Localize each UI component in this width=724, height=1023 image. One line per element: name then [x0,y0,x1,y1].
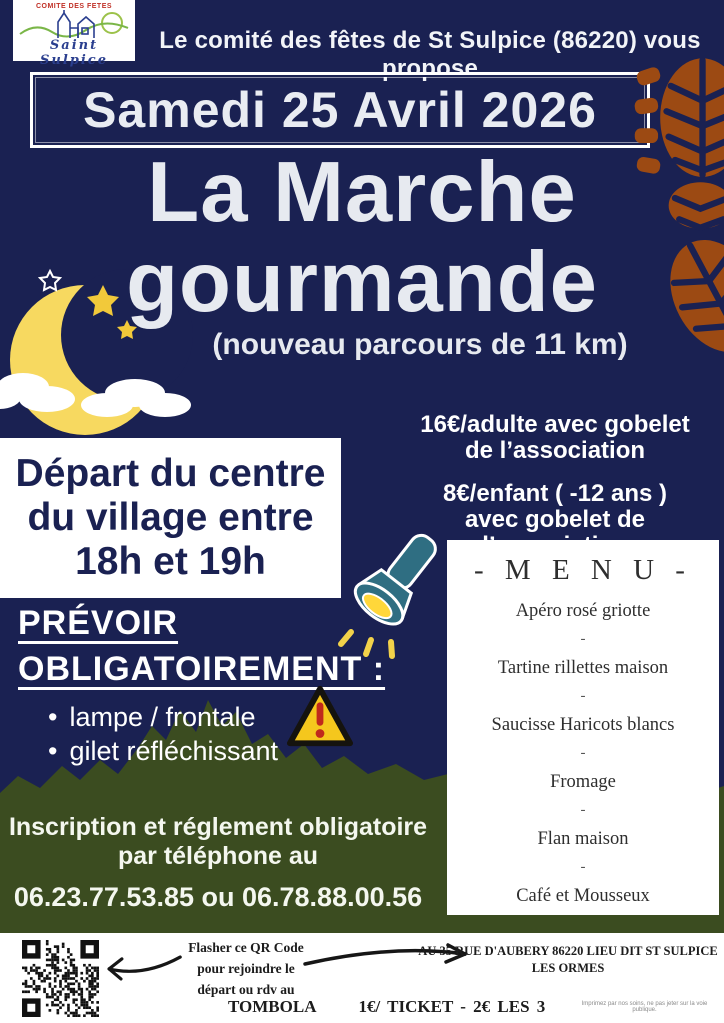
qr-caption [176,937,316,1000]
menu-item: Café et Mousseux [516,886,650,906]
event-subtitle: (nouveau parcours de 11 km) [212,328,628,361]
departure-line1: Départ du centre [15,452,326,495]
menu-separator: - [580,859,586,875]
menu-item: Tartine rillettes maison [497,658,669,678]
tombola-price: 1€/ TICKET - 2€ LES 3 [358,997,546,1016]
tombola-label: TOMBOLA [228,997,317,1016]
prepare-item: • lampe / frontale [48,700,438,734]
fine-print: Imprimez par nos soins, ne pas jeter sur la voie publique. [581,1001,708,1013]
qr-code [22,940,99,1017]
date-text: Samedi 25 Avril 2026 [83,82,597,138]
logo-text-name: Saint Sulpice [40,38,108,68]
logo [13,0,135,68]
menu-item: Fromage [550,772,616,792]
prepare-heading-line2: OBLIGATOIREMENT : [18,650,386,688]
menu-item: Flan maison [537,829,629,849]
address-line2: LES ORMES [531,961,605,975]
event-title [0,145,724,330]
price-adult-line1: 16€/adulte avec gobelet [420,411,690,438]
qr-caption-line3: départ ou rdv au [197,982,295,997]
arrow-left-icon [100,950,182,986]
departure-line3: 18h et 19h [75,540,266,583]
price-child-line1: 8€/enfant ( -12 ans ) [442,480,668,507]
menu-card [447,540,719,915]
event-title-line1: La Marche [147,145,577,240]
prepare-list [48,700,438,768]
tagline: Le comité des fêtes de St Sulpice (86220) vous propose [159,27,701,82]
logo-text-top: COMITE DES FETES [35,3,113,10]
menu-separator: - [580,631,586,647]
event-title-line2: gourmande [126,235,598,330]
menu-title: - M E N U - [474,554,692,586]
menu-item: Apéro rosé griotte [515,601,651,621]
prepare-section [18,600,438,768]
qr-caption-line2: pour rejoindre le [197,961,295,976]
tombola-info [228,997,545,1017]
warning-triangle-icon [286,681,354,753]
qr-caption-line1: Flasher ce QR Code [188,940,304,955]
village-sketch-icon [18,10,130,40]
menu-separator: - [580,688,586,704]
registration-line1: Inscription et réglement obligatoire [8,813,428,841]
prepare-heading-line1: PRÉVOIR [18,604,179,642]
menu-separator: - [580,802,586,818]
event-address [418,943,718,977]
price-adult-line2: de l’association [464,437,646,464]
address-line1: AU 35 RUE D'AUBERY 86220 LIEU DIT ST SULPICE [418,944,718,958]
menu-item: Saucisse Haricots blancs [491,715,675,735]
departure-box [0,438,341,598]
prepare-item: • gilet réfléchissant [48,734,438,768]
departure-line2: du village entre [27,496,314,539]
menu-separator: - [580,745,586,761]
registration-note [8,813,428,871]
phone-numbers: 06.23.77.53.85 ou 06.78.88.00.56 [13,882,423,912]
registration-line2: par téléphone au [117,842,319,870]
date-banner [30,72,650,148]
price-child-line2: avec gobelet de [464,506,646,533]
